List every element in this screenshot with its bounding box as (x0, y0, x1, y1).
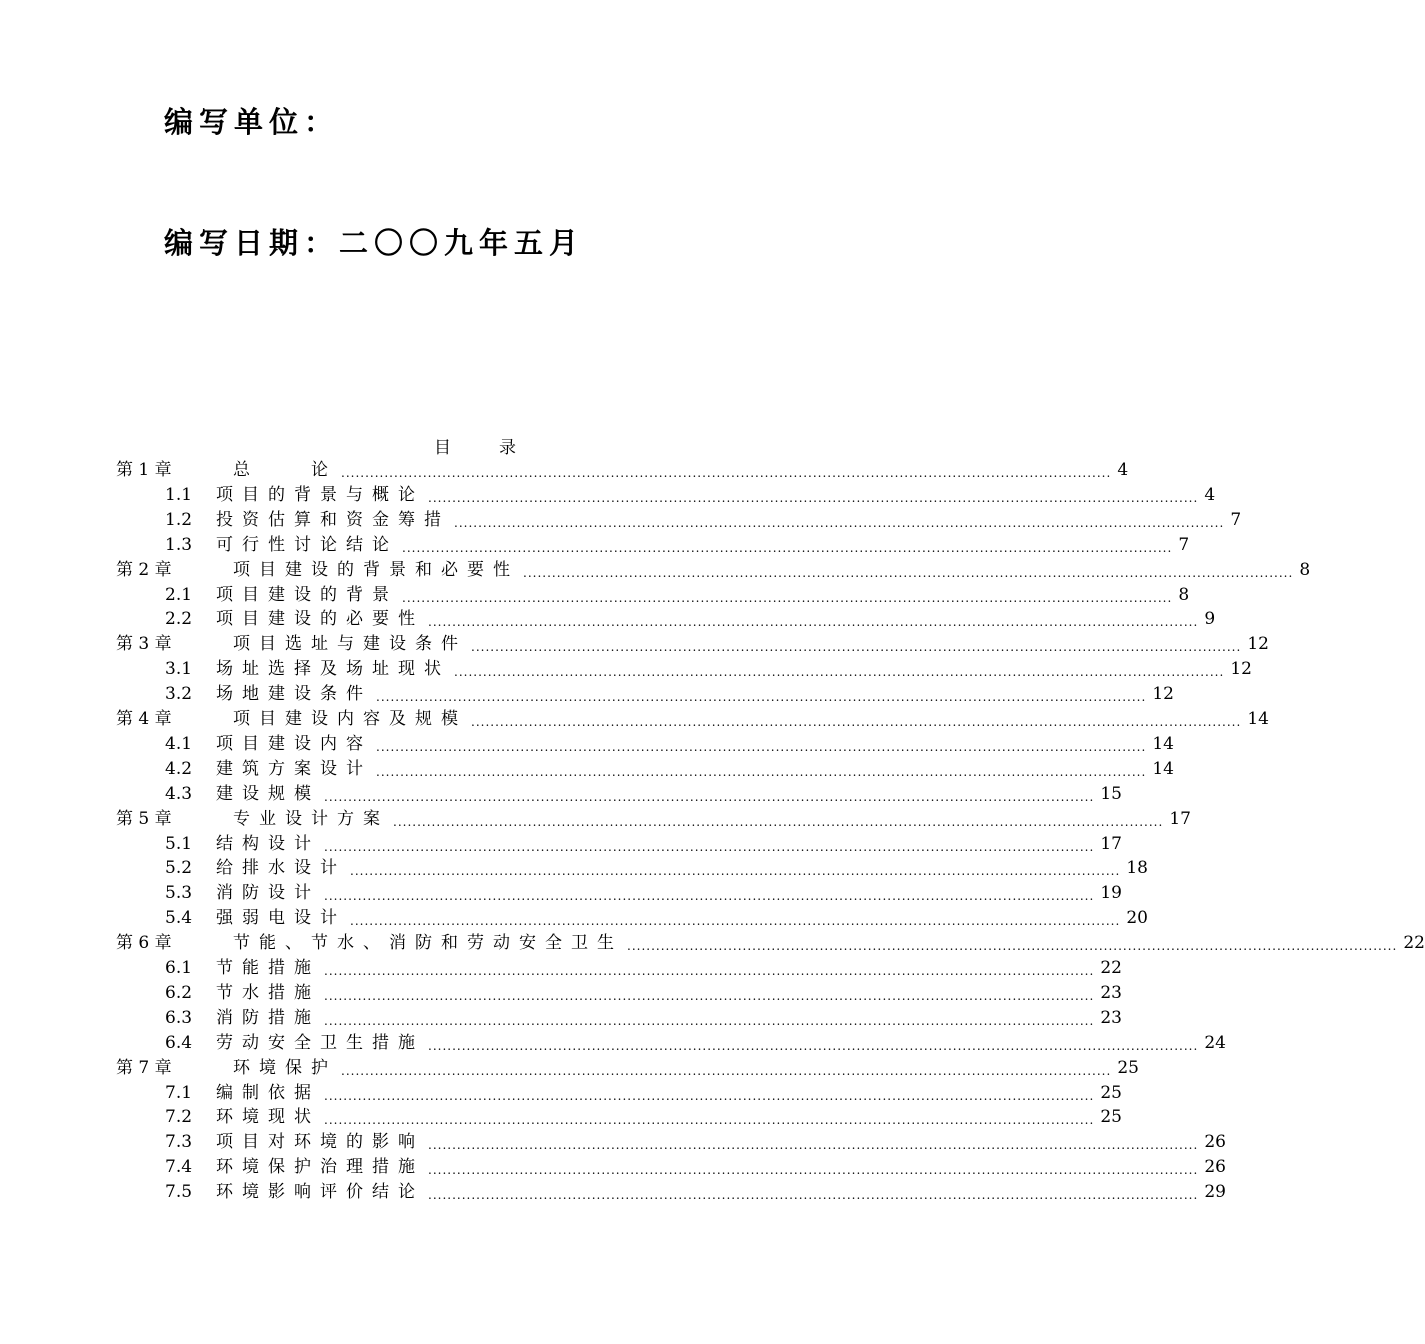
toc-entry-number: 3.1 (165, 659, 193, 680)
toc-section-row (165, 906, 1148, 931)
toc-leader-dots: ................................................................................................................................................................ (393, 814, 1164, 829)
toc-entry-page: 20 (1126, 908, 1148, 929)
toc-entry-title: 编制依据 (216, 1082, 320, 1103)
compiling-unit-label: 编写单位： (164, 105, 340, 139)
toc-entry-page: 23 (1100, 1007, 1122, 1028)
toc-entry-title: 项目建设内容及规模 (233, 709, 467, 729)
toc-entry-title: 劳动安全卫生措施 (216, 1032, 424, 1053)
toc-entry-title: 节水措施 (216, 982, 320, 1003)
toc-leader-dots: ................................................................................................................................................................ (324, 1113, 1095, 1128)
toc-entry-page: 26 (1204, 1157, 1226, 1178)
toc-entry-title: 项目建设的背景和必要性 (233, 559, 519, 580)
toc-section-row (165, 757, 1174, 782)
toc-entry-number: 7.4 (165, 1157, 193, 1178)
toc-leader-dots: ................................................................................................................................................................ (324, 964, 1095, 978)
toc-entry-number: 4.2 (165, 758, 193, 779)
toc-entry-number: 5.1 (165, 833, 193, 854)
toc-entry-page: 7 (1178, 534, 1190, 555)
toc-chapter-row (116, 1056, 1139, 1081)
compiling-date-label: 编写日期：二〇〇九年五月 (164, 226, 585, 260)
toc-entry-title: 专业设计方案 (233, 808, 389, 829)
toc-entry-page: 22 (1403, 933, 1425, 954)
toc-leader-dots: ................................................................................................................................................................ (341, 1063, 1112, 1078)
toc-entry-page: 12 (1247, 634, 1269, 655)
toc-entry-title: 可行性讨论结论 (216, 534, 398, 555)
toc-leader-dots: ................................................................................................................................................................ (428, 1038, 1199, 1053)
toc-section-row (165, 981, 1122, 1006)
toc-entry-page: 12 (1230, 659, 1252, 680)
toc-entry-page: 26 (1204, 1132, 1226, 1153)
toc-entry-page: 15 (1100, 783, 1122, 804)
toc-entry-title: 项目建设的必要性 (216, 609, 424, 630)
toc-section-row (165, 832, 1122, 857)
toc-leader-dots: ................................................................................................................................................................ (428, 615, 1199, 630)
toc-entry-number: 2.1 (165, 584, 193, 605)
toc-entry-number: 7.3 (165, 1132, 193, 1153)
toc-entry-page: 4 (1204, 484, 1216, 505)
toc-entry-title: 总 论 (233, 460, 337, 480)
toc-entry-title: 场址选择及场址现状 (216, 659, 450, 680)
toc-entry-number: 第 3 章 (116, 634, 172, 655)
toc-entry-number: 1.1 (165, 484, 193, 505)
toc-section-row (165, 508, 1242, 533)
toc-entry-number: 7.1 (165, 1082, 193, 1103)
toc-section-row (165, 583, 1190, 608)
toc-entry-number: 6.4 (165, 1032, 193, 1053)
toc-chapter-row (116, 632, 1269, 657)
toc-leader-dots: ................................................................................................................................................................ (454, 515, 1225, 530)
toc-leader-dots: ................................................................................................................................................................ (428, 1163, 1199, 1178)
toc-entry-number: 5.3 (165, 883, 193, 904)
toc-entry-title: 场地建设条件 (216, 684, 372, 705)
toc-leader-dots: ................................................................................................................................................................ (376, 739, 1147, 754)
toc-entry-title: 消防设计 (216, 883, 320, 904)
toc-leader-dots: ................................................................................................................................................................ (350, 914, 1121, 929)
toc-entry-page: 12 (1152, 684, 1174, 705)
toc-entry-number: 5.2 (165, 858, 193, 879)
toc-entry-number: 7.2 (165, 1107, 193, 1128)
toc-leader-dots: ................................................................................................................................................................ (350, 864, 1121, 879)
toc-leader-dots: ................................................................................................................................................................ (324, 839, 1095, 854)
toc-entry-page: 14 (1247, 709, 1269, 729)
toc-entry-page: 17 (1169, 808, 1191, 829)
toc-chapter-row (116, 558, 1311, 583)
toc-entry-number: 1.3 (165, 534, 193, 555)
toc-leader-dots: ................................................................................................................................................................ (324, 889, 1095, 904)
toc-entry-page: 14 (1152, 733, 1174, 754)
toc-entry-number: 5.4 (165, 908, 193, 929)
toc-section-row (165, 1105, 1122, 1130)
toc-entry-page: 19 (1100, 883, 1122, 904)
toc-entry-title: 强弱电设计 (216, 908, 346, 929)
toc-entry-number: 第 4 章 (116, 709, 172, 729)
toc-entry-number: 4.3 (165, 783, 193, 804)
toc-section-row (165, 1130, 1226, 1155)
toc-entry-title: 环境保护 (233, 1057, 337, 1078)
toc-entry-page: 14 (1152, 758, 1174, 779)
toc-entry-number: 6.2 (165, 982, 193, 1003)
toc-leader-dots: ................................................................................................................................................................ (402, 540, 1173, 555)
toc-entry-page: 18 (1126, 858, 1148, 879)
toc-entry-number: 1.2 (165, 509, 193, 530)
toc-leader-dots: ................................................................................................................................................................ (471, 640, 1242, 655)
toc-leader-dots: ................................................................................................................................................................ (324, 988, 1095, 1003)
toc-leader-dots: ................................................................................................................................................................ (428, 1138, 1199, 1153)
toc-leader-dots: ................................................................................................................................................................ (428, 1188, 1199, 1203)
toc-entry-number: 第 5 章 (116, 808, 172, 829)
toc-entry-page: 25 (1100, 1107, 1122, 1128)
toc-leader-dots: ................................................................................................................................................................ (428, 490, 1199, 505)
toc-section-row (165, 682, 1174, 707)
toc-section-row (165, 956, 1122, 981)
toc-entry-title: 环境影响评价结论 (216, 1182, 424, 1203)
toc-section-row (165, 782, 1122, 807)
toc-entry-page: 23 (1100, 982, 1122, 1003)
toc-entry-title: 项目的背景与概论 (216, 484, 424, 505)
toc-leader-dots: ................................................................................................................................................................ (523, 565, 1294, 580)
toc-chapter-row (116, 931, 1425, 956)
toc-leader-dots: ................................................................................................................................................................ (324, 789, 1095, 804)
toc-entry-title: 消防措施 (216, 1007, 320, 1028)
toc-leader-dots: ................................................................................................................................................................ (376, 764, 1147, 779)
toc-entry-title: 建设规模 (216, 783, 320, 804)
toc-entry-page: 8 (1178, 584, 1190, 605)
toc-entry-number: 第 2 章 (116, 559, 172, 580)
toc-leader-dots: ................................................................................................................................................................ (341, 466, 1112, 480)
toc-leader-dots: ................................................................................................................................................................ (376, 690, 1147, 705)
toc-leader-dots: ................................................................................................................................................................ (471, 715, 1242, 729)
toc-entry-page: 4 (1117, 460, 1129, 480)
toc-entry-number: 第 7 章 (116, 1057, 172, 1078)
toc-entry-title: 环境现状 (216, 1107, 320, 1128)
toc-section-row (165, 657, 1252, 682)
toc-chapter-row (116, 707, 1269, 732)
toc-chapter-row (116, 807, 1191, 832)
toc-entry-title: 给排水设计 (216, 858, 346, 879)
toc-entry-page: 7 (1230, 509, 1242, 530)
toc-section-row (165, 1081, 1122, 1106)
toc-entry-title: 项目选址与建设条件 (233, 634, 467, 655)
toc-entry-number: 7.5 (165, 1182, 193, 1203)
toc-chapter-row (116, 458, 1129, 483)
toc-entry-title: 建筑方案设计 (216, 758, 372, 779)
toc-entry-page: 22 (1100, 958, 1122, 978)
toc-entry-page: 17 (1100, 833, 1122, 854)
toc-entry-number: 第 1 章 (116, 460, 172, 480)
toc-leader-dots: ................................................................................................................................................................ (324, 1088, 1095, 1103)
toc-section-row (165, 881, 1122, 906)
toc-section-row (165, 483, 1216, 508)
toc-entry-number: 3.2 (165, 684, 193, 705)
toc-section-row (165, 1180, 1226, 1205)
toc-entry-number: 2.2 (165, 609, 193, 630)
toc-section-row (165, 533, 1190, 558)
toc-entry-number: 第 6 章 (116, 933, 172, 954)
toc-entry-number: 6.3 (165, 1007, 193, 1028)
toc-section-row (165, 607, 1216, 632)
toc-leader-dots: ................................................................................................................................................................ (627, 939, 1398, 954)
toc-entry-title: 项目建设内容 (216, 733, 372, 754)
toc-entry-number: 4.1 (165, 733, 193, 754)
toc-entry-title: 节能、节水、消防和劳动安全卫生 (233, 933, 623, 954)
toc-entry-title: 投资估算和资金筹措 (216, 509, 450, 530)
toc-entry-page: 8 (1299, 559, 1311, 580)
toc-entry-page: 9 (1204, 609, 1216, 630)
toc-entry-title: 环境保护治理措施 (216, 1157, 424, 1178)
toc-title: 目录 (434, 438, 564, 458)
toc-section-row (165, 1006, 1122, 1031)
toc-entry-number: 6.1 (165, 958, 193, 978)
toc-entry-page: 25 (1117, 1057, 1139, 1078)
toc-entry-title: 节能措施 (216, 958, 320, 978)
toc-leader-dots: ................................................................................................................................................................ (324, 1013, 1095, 1028)
toc-entry-title: 结构设计 (216, 833, 320, 854)
toc-leader-dots: ................................................................................................................................................................ (402, 590, 1173, 605)
toc-section-row (165, 732, 1174, 757)
toc-entry-title: 项目建设的背景 (216, 584, 398, 605)
toc-entry-page: 24 (1204, 1032, 1226, 1053)
toc-section-row (165, 856, 1148, 881)
toc-section-row (165, 1031, 1226, 1056)
toc-entry-page: 25 (1100, 1082, 1122, 1103)
toc-leader-dots: ................................................................................................................................................................ (454, 665, 1225, 680)
toc-entry-page: 29 (1204, 1182, 1226, 1203)
toc-entry-title: 项目对环境的影响 (216, 1132, 424, 1153)
toc-section-row (165, 1155, 1226, 1180)
